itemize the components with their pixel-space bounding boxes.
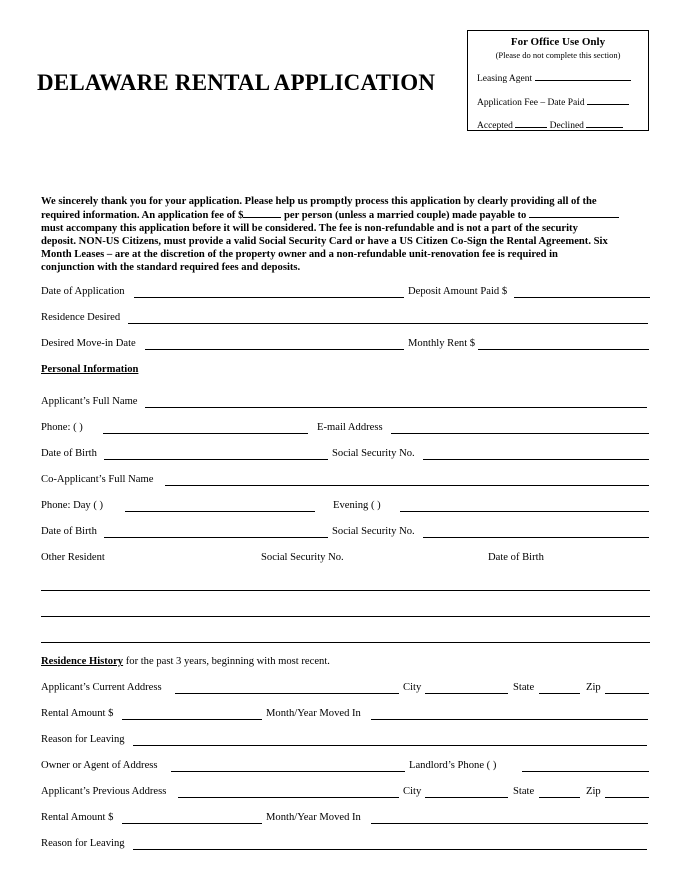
dob-field[interactable] xyxy=(104,459,328,460)
personal-information-heading: Personal Information xyxy=(41,364,139,375)
other-resident-header-row xyxy=(41,552,650,566)
application-fee-field[interactable] xyxy=(587,95,629,105)
previous-address-field[interactable] xyxy=(178,797,399,798)
rental-amount-label: Rental Amount $ xyxy=(41,708,114,719)
intro-line: Month Leases – are at the discretion of the property owner and a non-refundable unit-renovation fee is required in xyxy=(41,249,558,260)
leasing-agent-label: Leasing Agent xyxy=(477,74,533,84)
co-dob-label: Date of Birth xyxy=(41,526,97,537)
deposit-amount-field[interactable] xyxy=(514,297,650,298)
state-field[interactable] xyxy=(539,693,580,694)
city2-label: City xyxy=(403,786,422,797)
intro-line xyxy=(41,208,653,222)
owner-agent-label: Owner or Agent of Address xyxy=(41,760,158,771)
reason-leaving2-field[interactable] xyxy=(133,849,647,850)
intro-line-part: required information. An application fee of $ xyxy=(41,210,244,221)
intro-paragraph xyxy=(41,195,653,274)
ssn-field[interactable] xyxy=(423,459,649,460)
current-address-field[interactable] xyxy=(175,693,399,694)
phone-day-evening-row xyxy=(41,500,650,514)
form-title: DELAWARE RENTAL APPLICATION xyxy=(37,70,436,95)
intro-line: deposit. NON-US Citizens, must provide a valid Social Security Card or have a US Citizen Co-Sign the Rental Agreement. Six xyxy=(41,236,608,247)
phone-label: Phone: ( ) xyxy=(41,422,83,433)
ssn-label: Social Security No. xyxy=(332,448,415,459)
rental-amount2-field[interactable] xyxy=(122,823,262,824)
reason-leaving-row xyxy=(41,734,650,748)
other-resident-line-2[interactable] xyxy=(41,616,650,617)
deposit-amount-label: Deposit Amount Paid $ xyxy=(408,286,508,297)
city-label: City xyxy=(403,682,422,693)
accepted-label: Accepted xyxy=(477,121,513,131)
residence-desired-row xyxy=(41,312,650,326)
other-resident-label: Other Resident xyxy=(41,552,105,563)
declined-field[interactable] xyxy=(586,118,623,128)
state2-label: State xyxy=(513,786,535,797)
residence-heading-row xyxy=(41,656,650,670)
date-of-application-label: Date of Application xyxy=(41,286,125,297)
applicant-name-field[interactable] xyxy=(145,407,647,408)
co-applicant-row xyxy=(41,474,650,488)
rental-amount-row xyxy=(41,708,650,722)
month-year-moved2-label: Month/Year Moved In xyxy=(266,812,361,823)
reason-leaving-field[interactable] xyxy=(133,745,647,746)
current-address-row xyxy=(41,682,650,696)
current-address-label: Applicant’s Current Address xyxy=(41,682,162,693)
application-fee-label: Application Fee – Date Paid xyxy=(477,98,585,108)
co-dob-field[interactable] xyxy=(104,537,328,538)
city-field[interactable] xyxy=(425,693,508,694)
application-fee-row xyxy=(477,95,629,108)
date-of-application-field[interactable] xyxy=(134,297,404,298)
accepted-declined-row xyxy=(477,118,623,131)
rental-amount-field[interactable] xyxy=(122,719,262,720)
desired-move-in-label: Desired Move-in Date xyxy=(41,338,136,349)
payable-to-field[interactable] xyxy=(529,208,619,218)
personal-heading-row xyxy=(41,364,650,378)
evening-field[interactable] xyxy=(400,511,649,512)
month-year-moved2-field[interactable] xyxy=(371,823,648,824)
residence-desired-field[interactable] xyxy=(128,323,648,324)
landlord-phone-label: Landlord’s Phone ( ) xyxy=(409,760,497,771)
phone-day-field[interactable] xyxy=(125,511,315,512)
owner-agent-row xyxy=(41,760,650,774)
other-resident-line-1[interactable] xyxy=(41,590,650,591)
office-use-box xyxy=(467,30,649,131)
month-year-moved-label: Month/Year Moved In xyxy=(266,708,361,719)
email-field[interactable] xyxy=(391,433,649,434)
co-ssn-label: Social Security No. xyxy=(332,526,415,537)
intro-line: conjunction with the standard required fees and deposits. xyxy=(41,262,301,273)
office-title: For Office Use Only xyxy=(510,36,606,48)
co-dob-ssn-row xyxy=(41,526,650,540)
co-ssn-field[interactable] xyxy=(423,537,649,538)
phone-day-label: Phone: Day ( ) xyxy=(41,500,104,511)
accepted-field[interactable] xyxy=(515,118,547,128)
monthly-rent-field[interactable] xyxy=(478,349,649,350)
co-applicant-name-label: Co-Applicant’s Full Name xyxy=(41,474,154,485)
landlord-phone-field[interactable] xyxy=(522,771,649,772)
email-label: E-mail Address xyxy=(317,422,383,433)
city2-field[interactable] xyxy=(425,797,508,798)
other-resident-dob-label: Date of Birth xyxy=(488,552,544,563)
residence-heading-wrap xyxy=(41,656,330,667)
rental-amount2-label: Rental Amount $ xyxy=(41,812,114,823)
rental-amount2-row xyxy=(41,812,650,826)
zip-label: Zip xyxy=(586,682,601,693)
phone-field[interactable] xyxy=(103,433,308,434)
state-label: State xyxy=(513,682,535,693)
dob-ssn-row xyxy=(41,448,650,462)
zip2-field[interactable] xyxy=(605,797,649,798)
reason-leaving-label: Reason for Leaving xyxy=(41,734,125,745)
leasing-agent-row xyxy=(477,71,631,84)
previous-address-row xyxy=(41,786,650,800)
zip-field[interactable] xyxy=(605,693,649,694)
residence-desired-label: Residence Desired xyxy=(41,312,121,323)
evening-label: Evening ( ) xyxy=(333,500,381,511)
desired-move-in-field[interactable] xyxy=(145,349,404,350)
dob-label: Date of Birth xyxy=(41,448,97,459)
applicant-name-row xyxy=(41,396,650,410)
date-of-application-row xyxy=(41,286,650,300)
residence-history-note: for the past 3 years, beginning with most recent. xyxy=(123,656,330,667)
applicant-name-label: Applicant’s Full Name xyxy=(41,396,138,407)
residence-history-heading: Residence History xyxy=(41,656,124,667)
declined-label: Declined xyxy=(549,121,584,131)
previous-address-label: Applicant’s Previous Address xyxy=(41,786,167,797)
intro-line: must accompany this application before it will be considered. The fee is non-refundable and is not a part of the security xyxy=(41,223,578,234)
other-resident-ssn-label: Social Security No. xyxy=(261,552,344,563)
reason-leaving2-row xyxy=(41,838,650,852)
application-fee-amount-field[interactable] xyxy=(243,208,281,218)
office-subtitle: (Please do not complete this section) xyxy=(495,50,621,60)
month-year-moved-field[interactable] xyxy=(371,719,648,720)
zip2-label: Zip xyxy=(586,786,601,797)
monthly-rent-label: Monthly Rent $ xyxy=(408,338,476,349)
other-resident-line-3[interactable] xyxy=(41,642,650,643)
state2-field[interactable] xyxy=(539,797,580,798)
co-applicant-name-field[interactable] xyxy=(165,485,649,486)
intro-line: We sincerely thank you for your application. Please help us promptly process this application by clearly providing all of the xyxy=(41,196,597,207)
leasing-agent-field[interactable] xyxy=(535,71,631,81)
intro-line-part: per person (unless a married couple) made payable to xyxy=(284,210,527,221)
move-in-row xyxy=(41,338,650,352)
phone-email-row xyxy=(41,422,650,436)
reason-leaving2-label: Reason for Leaving xyxy=(41,838,125,849)
owner-agent-field[interactable] xyxy=(171,771,405,772)
